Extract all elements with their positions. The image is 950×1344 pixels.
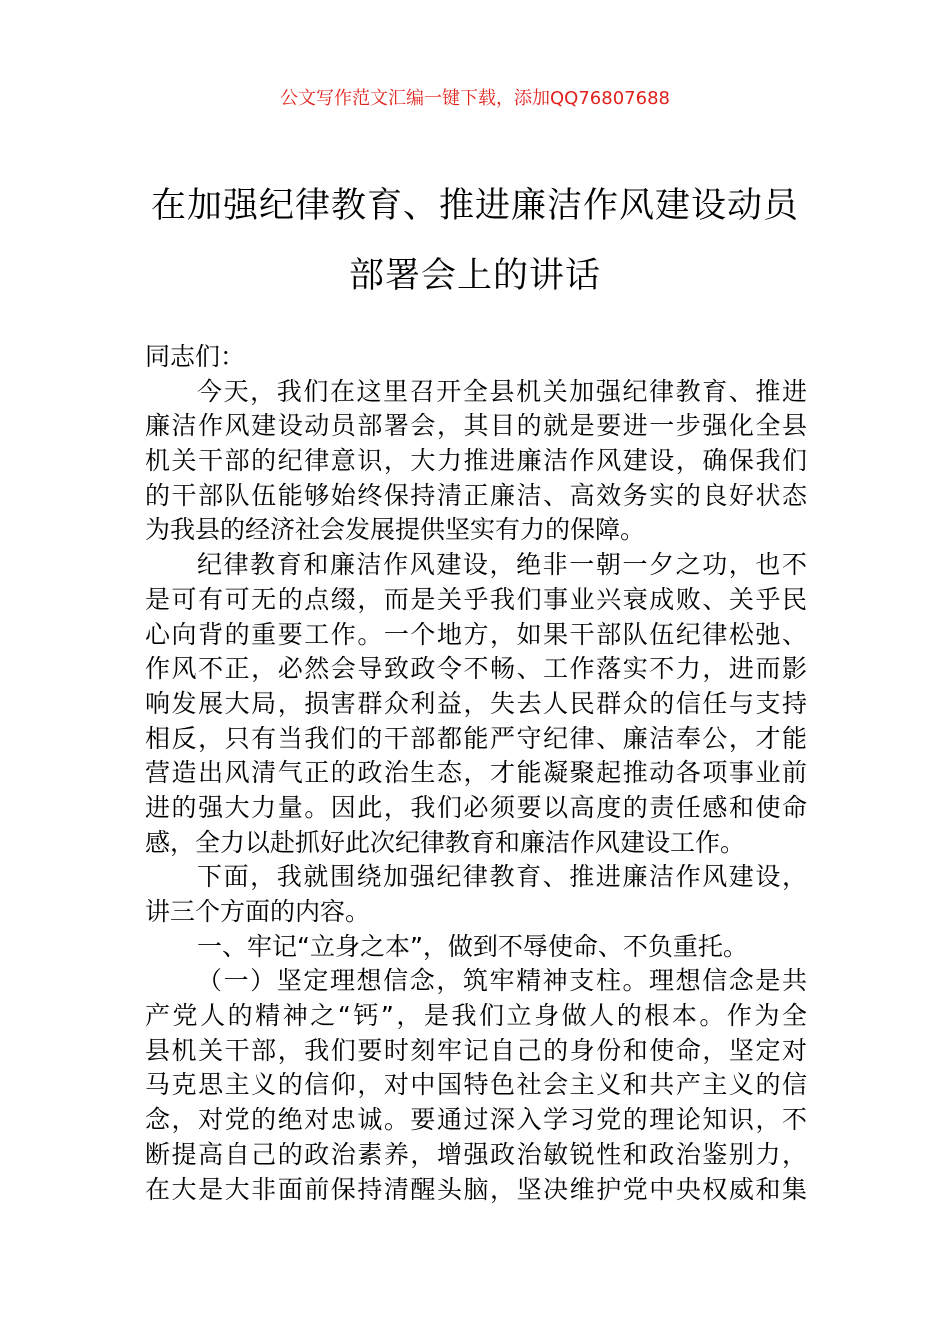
text-line: 下面，我就围绕加强纪律教育、推进廉洁作风建设， [197, 862, 807, 892]
text-line: 为我县的经济社会发展提供坚实有力的保障。 [145, 515, 646, 545]
document-title-line-2: 部署会上的讲话 [348, 256, 601, 296]
text-line: 的干部队伍能够始终保持清正廉洁、高效务实的良好状态 [145, 480, 807, 510]
text-line: 一、牢记“立身之本”，做到不辱使命、不负重托。 [197, 931, 748, 961]
text-line: 断提高自己的政治素养，增强政治敏锐性和政治鉴别力， [145, 1139, 807, 1169]
text-line: 讲三个方面的内容。 [145, 897, 371, 926]
text-line: 同志们： [145, 342, 246, 371]
text-line: 响发展大局，损害群众利益，失去人民群众的信任与支持 [145, 688, 807, 718]
text-line: 廉洁作风建设动员部署会，其目的就是要进一步强化全县 [145, 411, 807, 441]
text-line: 机关干部的纪律意识，大力推进廉洁作风建设，确保我们 [145, 446, 807, 476]
text-line: 是可有可无的点缀，而是关乎我们事业兴衰成败、关乎民 [145, 584, 807, 614]
text-line: 马克思主义的信仰，对中国特色社会主义和共产主义的信 [145, 1070, 807, 1100]
text-line: 今天，我们在这里召开全县机关加强纪律教育、推进 [197, 376, 807, 406]
text-line: （一）坚定理想信念，筑牢精神支柱。理想信念是共 [197, 966, 807, 996]
text-line: 作风不正，必然会导致政令不畅、工作落实不力，进而影 [145, 654, 807, 684]
text-line: 感，全力以赴抓好此次纪律教育和廉洁作风建设工作。 [145, 827, 746, 857]
text-line: 相反，只有当我们的干部都能严守纪律、廉洁奉公，才能 [145, 723, 807, 753]
text-line: 在大是大非面前保持清醒头脑，坚决维护党中央权威和集 [145, 1174, 807, 1204]
download-banner: 公文写作范文汇编一键下载，添加QQ76807688 [280, 88, 670, 109]
text-line: 营造出风清气正的政治生态，才能凝聚起推动各项事业前 [145, 758, 807, 788]
text-line: 县机关干部，我们要时刻牢记自己的身份和使命，坚定对 [145, 1035, 807, 1065]
text-line: 念，对党的绝对忠诚。要通过深入学习党的理论知识，不 [145, 1105, 807, 1135]
document-title-line-1: 在加强纪律教育、推进廉洁作风建设动员 [150, 186, 799, 226]
text-line: 纪律教育和廉洁作风建设，绝非一朝一夕之功，也不 [197, 550, 807, 580]
text-line: 产党人的精神之“钙”，是我们立身做人的根本。作为全 [145, 1001, 807, 1031]
text-line: 进的强大力量。因此，我们必须要以高度的责任感和使命 [145, 792, 807, 822]
document-body [145, 340, 807, 1207]
text-line: 心向背的重要工作。一个地方，如果干部队伍纪律松弛、 [145, 619, 807, 649]
